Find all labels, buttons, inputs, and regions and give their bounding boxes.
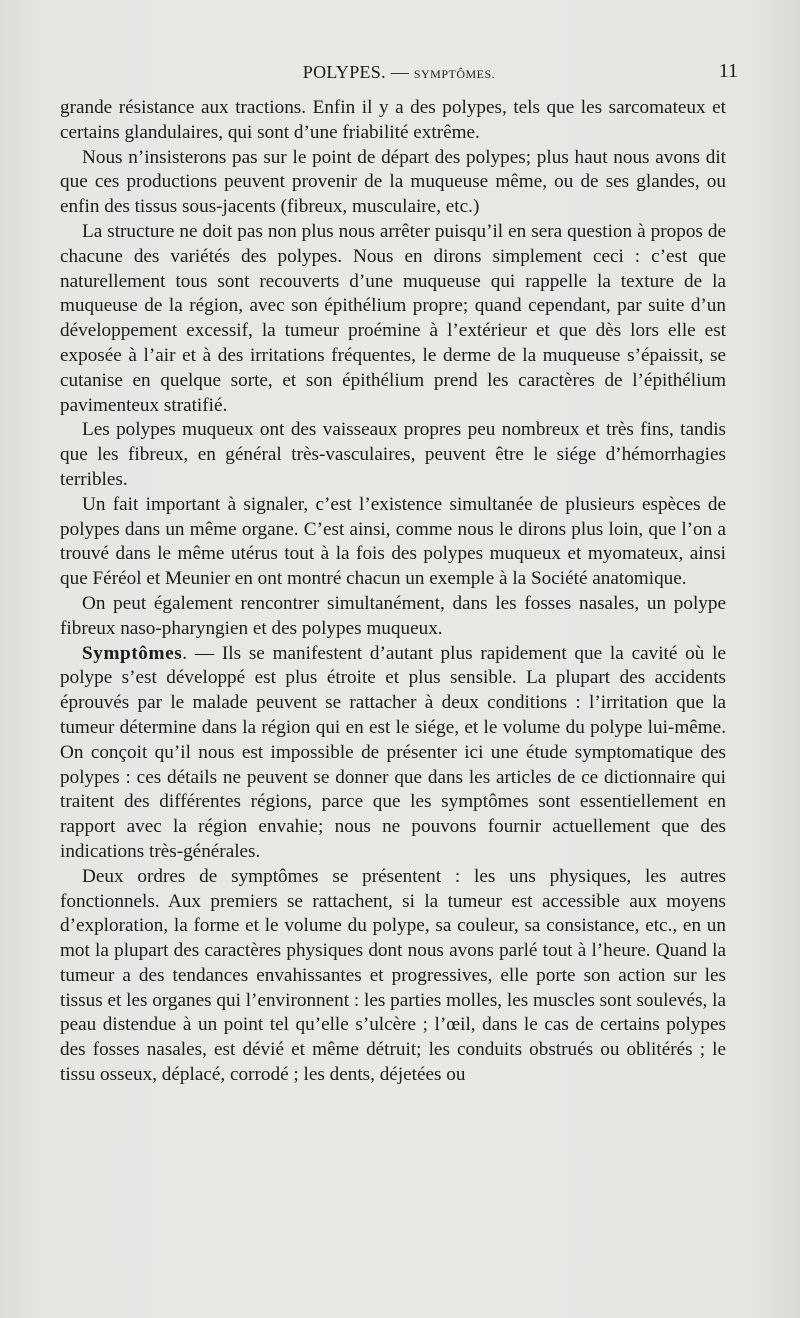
paragraph-2: Nous n’insisterons pas sur le point de départ des polypes; plus haut nous avons dit que ces productions peuvent provenir de la muqueuse même, ou de ses glandes, ou enfin des tissus sous-jacents (fibreux, musculaire, etc.) — [60, 146, 726, 218]
paragraph-3: La structure ne doit pas non plus nous arrêter puisqu’il en sera question à propos de chacune des variétés des polypes. Nous en dirons simplement ceci : c’est que naturellement tous sont recouverts d’une muqueuse qui rappelle la texture de la muqueuse de la région, avec son épithélium propre; quand cependant, par suite d’un développement excessif, la tumeur proémine à l’extérieur et que dès lors elle est exposée à l’air et à des irritations fréquentes, le derme de la muqueuse s’épaissit, se cutanise en quelque sorte, et son épithélium prend les caractères de l’épithélium pavimenteux stratifié. — [60, 220, 726, 416]
running-title-sub: SYMPTÔMES. — [413, 67, 496, 81]
page-header — [60, 58, 738, 88]
paragraph-7 — [60, 642, 726, 865]
paragraph-5: Un fait important à signaler, c’est l’existence simultanée de plusieurs espèces de polypes dans un même organe. C’est ainsi, comme nous le dirons plus loin, que l’on a trouvé dans le même utérus tout à la fois des polypes muqueux et myomateux, ainsi que Féréol et Meunier en ont montré chacun un exemple à la Société anatomique. — [60, 493, 726, 590]
body-text — [60, 96, 726, 1088]
running-title — [60, 62, 738, 83]
running-title-separator: — — [385, 62, 414, 82]
paragraph-4: Les polypes muqueux ont des vaisseaux propres peu nombreux et très fins, tandis que les fibreux, en général très-vasculaires, peuvent être le siége d’hémorrhagies terribles. — [60, 419, 726, 490]
paragraph-7-text: . — Ils se manifestent d’autant plus rapidement que la cavité où le polype s’est développé est plus étroite et plus sensible. La plupart des accidents éprouvés par le malade peuvent se rattacher à deux conditions : l’irritation que la tumeur détermine dans la région qui en est le siége, et le volume du polype lui-même. On conçoit qu’il nous est impossible de présenter ici une étude symptomatique des polypes : ces détails ne peuvent se donner que dans les articles de ce dictionnaire qui traitent des différentes régions, parce que les symptômes sont essentiellement en rapport avec la région envahie; nous ne pouvons fournir actuellement que des indications très-générales. — [60, 642, 726, 862]
paragraph-8: Deux ordres de symptômes se présentent : les uns physiques, les autres fonctionnels. Aux premiers se rattachent, si la tumeur est accessible aux moyens d’exploration, la forme et le volume du polype, sa couleur, sa consistance, etc., en un mot la plupart des caractères physiques dont nous avons parlé tout à l’heure. Quand la tumeur a des tendances envahissantes et progressives, elle porte son action sur les tissus et les organes qui l’environnent : les parties molles, les muscles sont soulevés, la peau distendue à un point tel qu’elle s’ulcère ; l’œil, dans le cas de certains polypes des fosses nasales, est dévié et même détruit; les conduits obstrués ou oblitérés ; le tissu osseux, déplacé, corrodé ; les dents, déjetées ou — [60, 865, 726, 1086]
section-heading-symptomes: Symptômes — [82, 642, 183, 664]
paragraph-1: grande résistance aux tractions. Enfin il y a des polypes, tels que les sarcomateux et certains glandulaires, qui sont d’une friabilité extrême. — [60, 97, 726, 143]
paragraph-6: On peut également rencontrer simultanément, dans les fosses nasales, un polype fibreux naso-pharyngien et des polypes muqueux. — [60, 592, 726, 639]
page-number: 11 — [718, 60, 738, 82]
running-title-main: POLYPES. — [302, 62, 386, 82]
